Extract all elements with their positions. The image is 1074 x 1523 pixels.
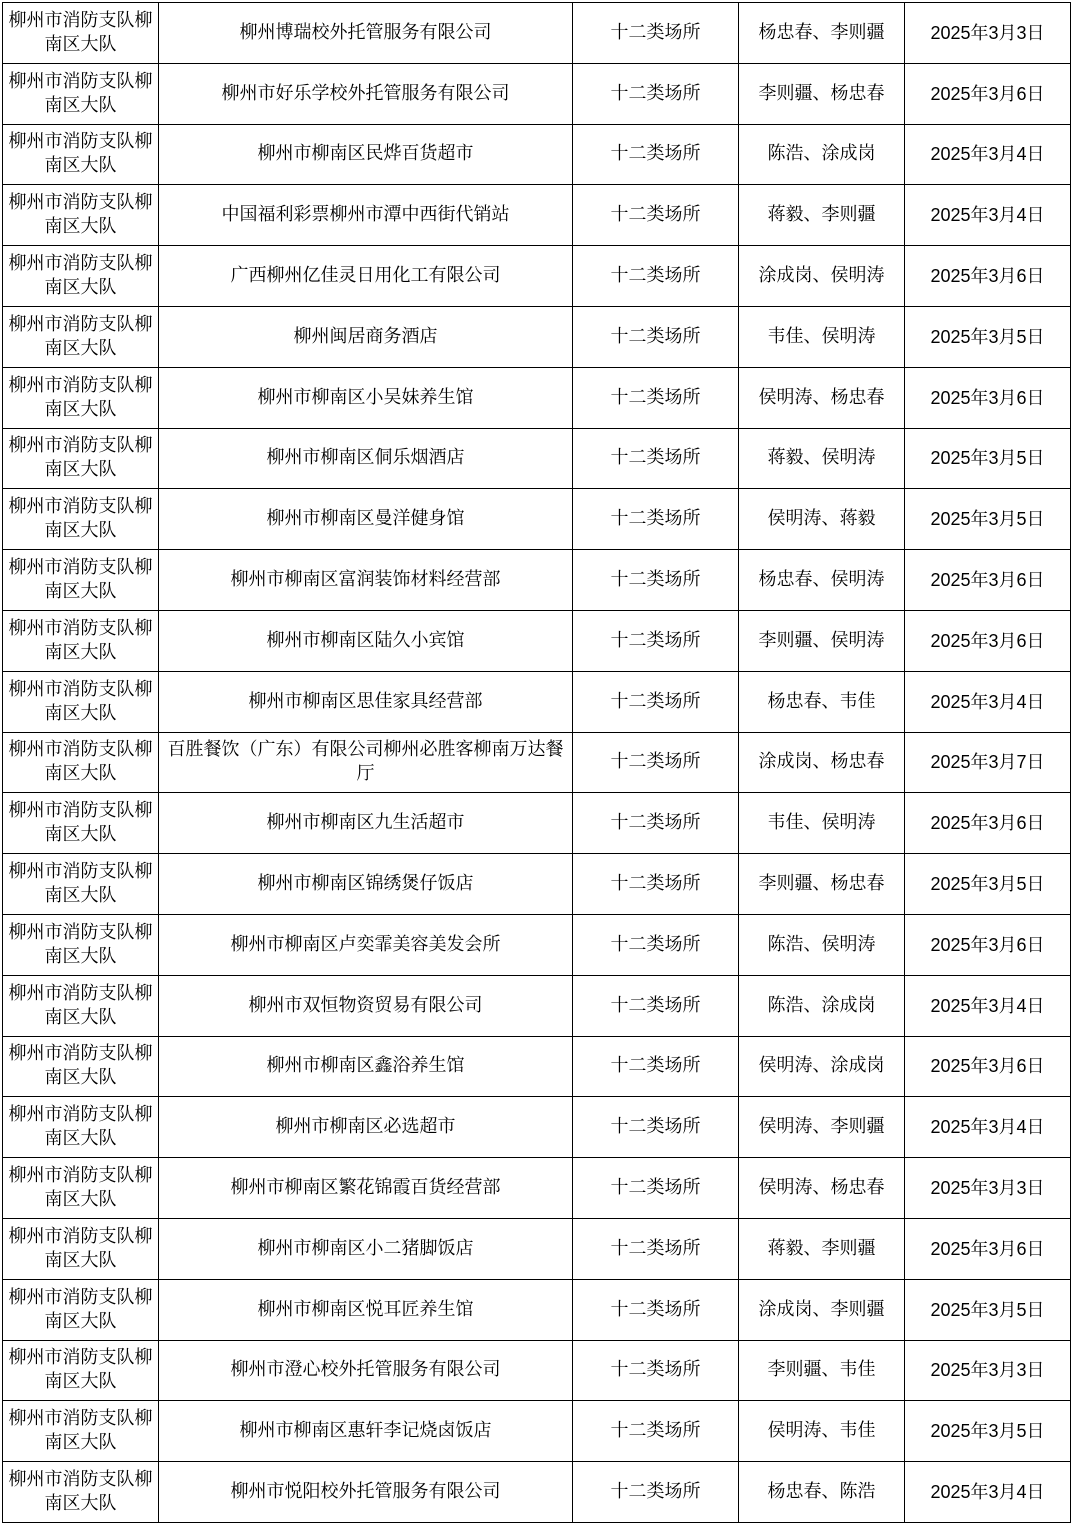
- table-row: [3, 732, 1071, 793]
- place-name-cell: 柳州市柳南区小二猪脚饭店: [159, 1218, 573, 1279]
- date-cell: 2025年3月6日: [905, 610, 1071, 671]
- date-cell: 2025年3月5日: [905, 1401, 1071, 1462]
- inspector-cell: 涂成岗、侯明涛: [739, 246, 905, 307]
- date-cell: 2025年3月3日: [905, 1340, 1071, 1401]
- place-type-cell: 十二类场所: [573, 1462, 739, 1523]
- unit-cell: 柳州市消防支队柳南区大队: [3, 550, 159, 611]
- place-type-cell: 十二类场所: [573, 854, 739, 915]
- unit-cell: 柳州市消防支队柳南区大队: [3, 793, 159, 854]
- inspector-cell: 李则疆、韦佳: [739, 1340, 905, 1401]
- inspector-cell: 蒋毅、侯明涛: [739, 428, 905, 489]
- inspector-cell: 侯明涛、杨忠春: [739, 367, 905, 428]
- unit-cell: 柳州市消防支队柳南区大队: [3, 3, 159, 64]
- place-type-cell: 十二类场所: [573, 1097, 739, 1158]
- inspector-cell: 蒋毅、李则疆: [739, 1218, 905, 1279]
- table-row: [3, 610, 1071, 671]
- inspector-cell: 陈浩、涂成岗: [739, 124, 905, 185]
- place-name-cell: 柳州市柳南区民烨百货超市: [159, 124, 573, 185]
- inspector-cell: 杨忠春、陈浩: [739, 1462, 905, 1523]
- table-row: [3, 1462, 1071, 1523]
- table-row: [3, 428, 1071, 489]
- place-type-cell: 十二类场所: [573, 428, 739, 489]
- place-name-cell: 柳州市悦阳校外托管服务有限公司: [159, 1462, 573, 1523]
- place-type-cell: 十二类场所: [573, 732, 739, 793]
- place-name-cell: 柳州市澄心校外托管服务有限公司: [159, 1340, 573, 1401]
- inspector-cell: 杨忠春、韦佳: [739, 671, 905, 732]
- table-row: [3, 489, 1071, 550]
- inspector-cell: 侯明涛、蒋毅: [739, 489, 905, 550]
- date-cell: 2025年3月4日: [905, 1097, 1071, 1158]
- inspector-cell: 蒋毅、李则疆: [739, 185, 905, 246]
- inspection-table: [2, 2, 1071, 1523]
- table-row: [3, 1279, 1071, 1340]
- place-name-cell: 柳州市柳南区富润装饰材料经营部: [159, 550, 573, 611]
- table-row: [3, 550, 1071, 611]
- place-type-cell: 十二类场所: [573, 975, 739, 1036]
- date-cell: 2025年3月5日: [905, 306, 1071, 367]
- inspector-cell: 李则疆、侯明涛: [739, 610, 905, 671]
- place-type-cell: 十二类场所: [573, 246, 739, 307]
- table-row: [3, 793, 1071, 854]
- inspector-cell: 李则疆、杨忠春: [739, 63, 905, 124]
- inspector-cell: 李则疆、杨忠春: [739, 854, 905, 915]
- unit-cell: 柳州市消防支队柳南区大队: [3, 367, 159, 428]
- place-name-cell: 柳州市柳南区九生活超市: [159, 793, 573, 854]
- inspector-cell: 涂成岗、杨忠春: [739, 732, 905, 793]
- table-row: [3, 1218, 1071, 1279]
- table-row: [3, 854, 1071, 915]
- table-row: [3, 975, 1071, 1036]
- date-cell: 2025年3月5日: [905, 1279, 1071, 1340]
- inspector-cell: 侯明涛、杨忠春: [739, 1158, 905, 1219]
- place-type-cell: 十二类场所: [573, 489, 739, 550]
- unit-cell: 柳州市消防支队柳南区大队: [3, 246, 159, 307]
- unit-cell: 柳州市消防支队柳南区大队: [3, 1218, 159, 1279]
- unit-cell: 柳州市消防支队柳南区大队: [3, 1279, 159, 1340]
- table-row: [3, 3, 1071, 64]
- unit-cell: 柳州市消防支队柳南区大队: [3, 975, 159, 1036]
- unit-cell: 柳州市消防支队柳南区大队: [3, 185, 159, 246]
- place-type-cell: 十二类场所: [573, 610, 739, 671]
- inspector-cell: 韦佳、侯明涛: [739, 793, 905, 854]
- inspector-cell: 杨忠春、侯明涛: [739, 550, 905, 611]
- unit-cell: 柳州市消防支队柳南区大队: [3, 63, 159, 124]
- unit-cell: 柳州市消防支队柳南区大队: [3, 1462, 159, 1523]
- place-type-cell: 十二类场所: [573, 671, 739, 732]
- place-name-cell: 柳州市柳南区锦绣煲仔饭店: [159, 854, 573, 915]
- date-cell: 2025年3月6日: [905, 793, 1071, 854]
- unit-cell: 柳州市消防支队柳南区大队: [3, 428, 159, 489]
- date-cell: 2025年3月3日: [905, 1158, 1071, 1219]
- place-name-cell: 柳州市柳南区曼洋健身馆: [159, 489, 573, 550]
- inspector-cell: 陈浩、侯明涛: [739, 914, 905, 975]
- unit-cell: 柳州市消防支队柳南区大队: [3, 732, 159, 793]
- place-type-cell: 十二类场所: [573, 914, 739, 975]
- unit-cell: 柳州市消防支队柳南区大队: [3, 1158, 159, 1219]
- table-row: [3, 1340, 1071, 1401]
- place-type-cell: 十二类场所: [573, 1218, 739, 1279]
- place-name-cell: 柳州市柳南区陆久小宾馆: [159, 610, 573, 671]
- date-cell: 2025年3月7日: [905, 732, 1071, 793]
- place-name-cell: 柳州市柳南区卢奕霏美容美发会所: [159, 914, 573, 975]
- unit-cell: 柳州市消防支队柳南区大队: [3, 306, 159, 367]
- date-cell: 2025年3月6日: [905, 1218, 1071, 1279]
- date-cell: 2025年3月4日: [905, 1462, 1071, 1523]
- place-name-cell: 柳州市好乐学校外托管服务有限公司: [159, 63, 573, 124]
- unit-cell: 柳州市消防支队柳南区大队: [3, 1036, 159, 1097]
- date-cell: 2025年3月6日: [905, 550, 1071, 611]
- unit-cell: 柳州市消防支队柳南区大队: [3, 124, 159, 185]
- unit-cell: 柳州市消防支队柳南区大队: [3, 1340, 159, 1401]
- place-name-cell: 柳州市柳南区必选超市: [159, 1097, 573, 1158]
- inspector-cell: 侯明涛、李则疆: [739, 1097, 905, 1158]
- place-name-cell: 柳州市柳南区悦耳匠养生馆: [159, 1279, 573, 1340]
- inspection-table-body: [3, 3, 1071, 1523]
- table-row: [3, 185, 1071, 246]
- unit-cell: 柳州市消防支队柳南区大队: [3, 914, 159, 975]
- place-type-cell: 十二类场所: [573, 63, 739, 124]
- date-cell: 2025年3月4日: [905, 975, 1071, 1036]
- date-cell: 2025年3月5日: [905, 854, 1071, 915]
- date-cell: 2025年3月5日: [905, 428, 1071, 489]
- inspector-cell: 韦佳、侯明涛: [739, 306, 905, 367]
- place-type-cell: 十二类场所: [573, 1279, 739, 1340]
- table-row: [3, 671, 1071, 732]
- place-name-cell: 柳州市柳南区鑫浴养生馆: [159, 1036, 573, 1097]
- place-name-cell: 柳州市柳南区小吴妹养生馆: [159, 367, 573, 428]
- place-type-cell: 十二类场所: [573, 185, 739, 246]
- place-type-cell: 十二类场所: [573, 1401, 739, 1462]
- inspector-cell: 涂成岗、李则疆: [739, 1279, 905, 1340]
- unit-cell: 柳州市消防支队柳南区大队: [3, 610, 159, 671]
- date-cell: 2025年3月3日: [905, 3, 1071, 64]
- place-name-cell: 柳州市双恒物资贸易有限公司: [159, 975, 573, 1036]
- date-cell: 2025年3月5日: [905, 489, 1071, 550]
- place-type-cell: 十二类场所: [573, 1340, 739, 1401]
- place-name-cell: 柳州市柳南区思佳家具经营部: [159, 671, 573, 732]
- inspector-cell: 杨忠春、李则疆: [739, 3, 905, 64]
- table-row: [3, 1097, 1071, 1158]
- table-row: [3, 1401, 1071, 1462]
- place-type-cell: 十二类场所: [573, 306, 739, 367]
- place-name-cell: 广西柳州亿佳灵日用化工有限公司: [159, 246, 573, 307]
- place-name-cell: 中国福利彩票柳州市潭中西街代销站: [159, 185, 573, 246]
- unit-cell: 柳州市消防支队柳南区大队: [3, 489, 159, 550]
- date-cell: 2025年3月6日: [905, 1036, 1071, 1097]
- place-name-cell: 柳州市柳南区侗乐烟酒店: [159, 428, 573, 489]
- date-cell: 2025年3月4日: [905, 185, 1071, 246]
- place-name-cell: 百胜餐饮（广东）有限公司柳州必胜客柳南万达餐厅: [159, 732, 573, 793]
- date-cell: 2025年3月6日: [905, 246, 1071, 307]
- table-row: [3, 1158, 1071, 1219]
- place-type-cell: 十二类场所: [573, 1036, 739, 1097]
- place-name-cell: 柳州博瑞校外托管服务有限公司: [159, 3, 573, 64]
- table-row: [3, 914, 1071, 975]
- date-cell: 2025年3月6日: [905, 63, 1071, 124]
- place-type-cell: 十二类场所: [573, 1158, 739, 1219]
- date-cell: 2025年3月6日: [905, 367, 1071, 428]
- table-row: [3, 306, 1071, 367]
- table-row: [3, 246, 1071, 307]
- table-row: [3, 367, 1071, 428]
- table-row: [3, 124, 1071, 185]
- place-type-cell: 十二类场所: [573, 3, 739, 64]
- place-type-cell: 十二类场所: [573, 367, 739, 428]
- inspector-cell: 陈浩、涂成岗: [739, 975, 905, 1036]
- date-cell: 2025年3月4日: [905, 671, 1071, 732]
- date-cell: 2025年3月4日: [905, 124, 1071, 185]
- inspector-cell: 侯明涛、韦佳: [739, 1401, 905, 1462]
- place-type-cell: 十二类场所: [573, 793, 739, 854]
- unit-cell: 柳州市消防支队柳南区大队: [3, 671, 159, 732]
- table-row: [3, 1036, 1071, 1097]
- date-cell: 2025年3月6日: [905, 914, 1071, 975]
- place-name-cell: 柳州闽居商务酒店: [159, 306, 573, 367]
- unit-cell: 柳州市消防支队柳南区大队: [3, 1401, 159, 1462]
- inspector-cell: 侯明涛、涂成岗: [739, 1036, 905, 1097]
- place-type-cell: 十二类场所: [573, 124, 739, 185]
- unit-cell: 柳州市消防支队柳南区大队: [3, 1097, 159, 1158]
- table-row: [3, 63, 1071, 124]
- place-name-cell: 柳州市柳南区惠轩李记烧卤饭店: [159, 1401, 573, 1462]
- unit-cell: 柳州市消防支队柳南区大队: [3, 854, 159, 915]
- place-name-cell: 柳州市柳南区繁花锦霞百货经营部: [159, 1158, 573, 1219]
- place-type-cell: 十二类场所: [573, 550, 739, 611]
